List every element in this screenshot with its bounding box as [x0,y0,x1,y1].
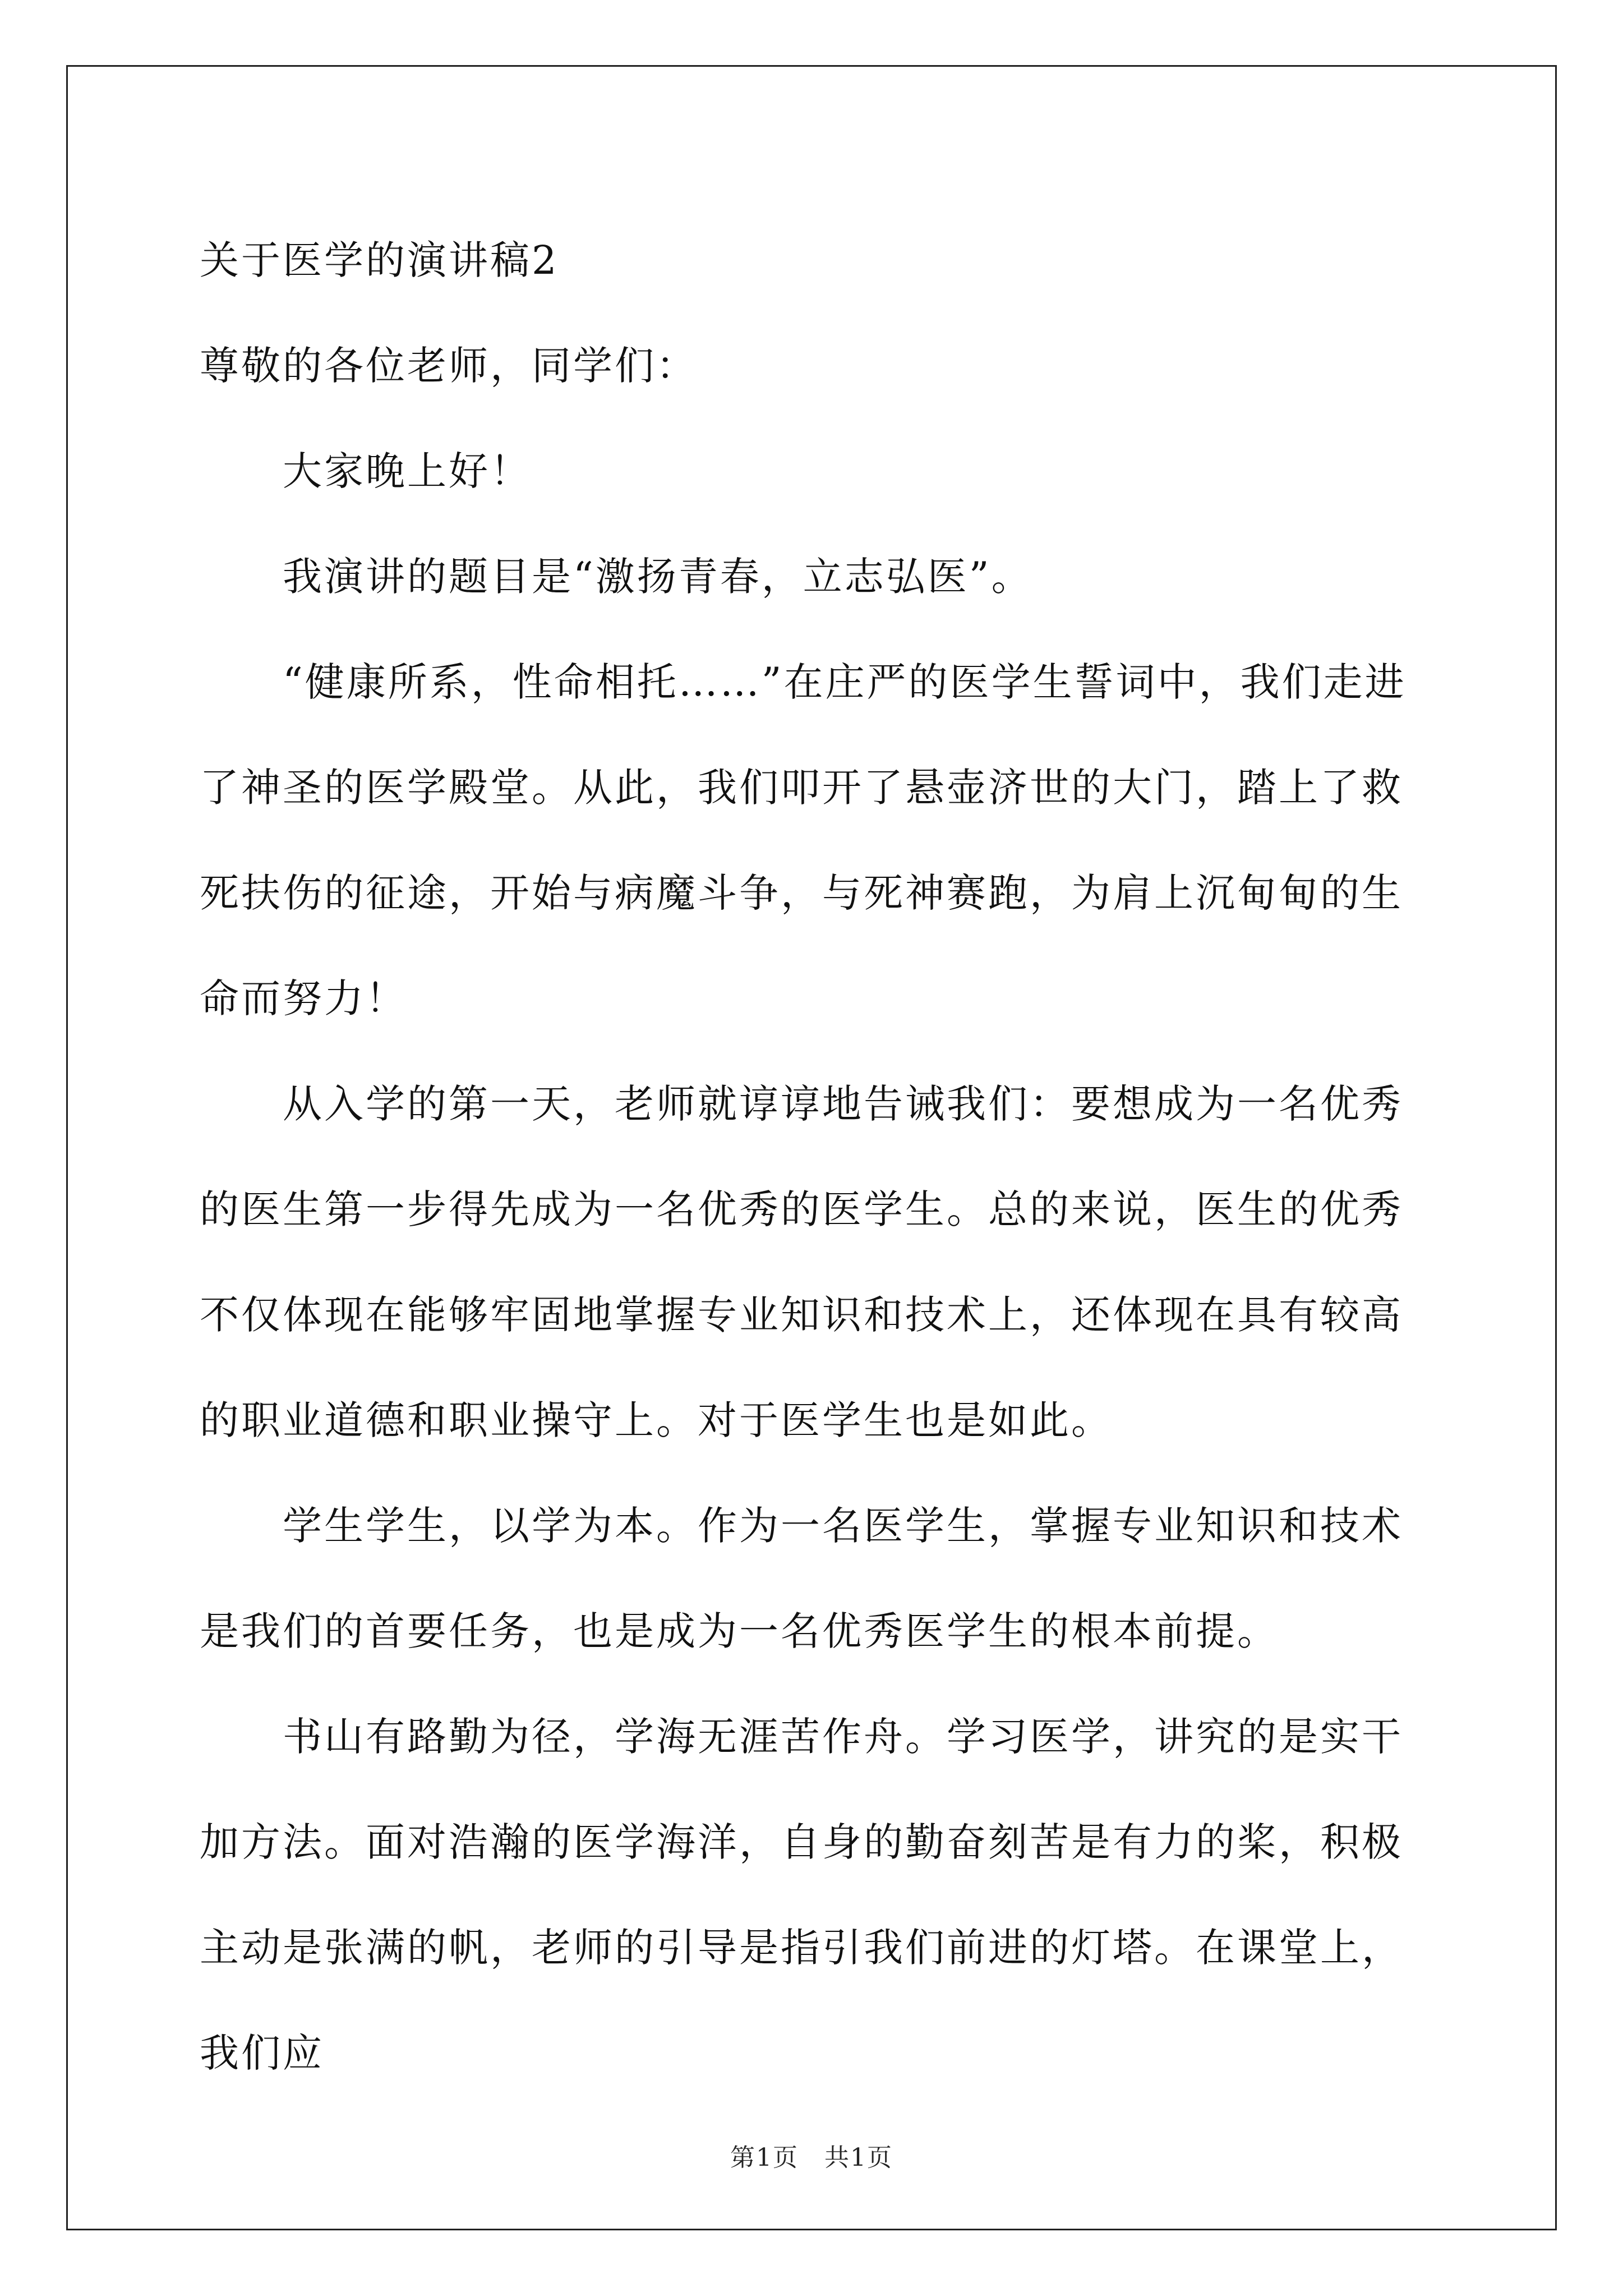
paragraph: 从入学的第一天，老师就谆谆地告诫我们：要想成为一名优秀的医生第一步得先成为一名优秀的医学生。总的来说，医生的优秀不仅体现在能够牢固地掌握专业知识和技术上，还体现在具有较高的职业道德和职业操守上。对于医学生也是如此。 [200,1081,1403,1443]
paragraph: “健康所系，性命相托……”在庄严的医学生誓词中，我们走进了神圣的医学殿堂。从此，我们叩开了悬壶济世的大门，踏上了救死扶伤的征途，开始与病魔斗争，与死神赛跑，为肩上沉甸甸的生命而努力！ [200,659,1407,1022]
page-total: 共1页 [824,2143,893,2172]
page-number: 第1页 [730,2143,799,2172]
salutation: 尊敬的各位老师，同学们： [200,343,698,389]
paragraph: 大家晚上好！ [283,448,532,494]
document-title: 关于医学的演讲稿2 [200,237,559,283]
paragraph: 我演讲的题目是“激扬青春，立志弘医”。 [283,554,1033,600]
document-body [200,208,1428,2106]
paragraph: 学生学生，以学为本。作为一名医学生，掌握专业知识和技术是我们的首要任务，也是成为一名优秀医学生的根本前提。 [200,1503,1403,1654]
page-footer [0,2137,1623,2173]
paragraph: 书山有路勤为径，学海无涯苦作舟。学习医学，讲究的是实干加方法。面对浩瀚的医学海洋，自身的勤奋刻苦是有力的桨，积极主动是张满的帆，老师的引导是指引我们前进的灯塔。在课堂上，我们应 [200,1714,1403,2076]
